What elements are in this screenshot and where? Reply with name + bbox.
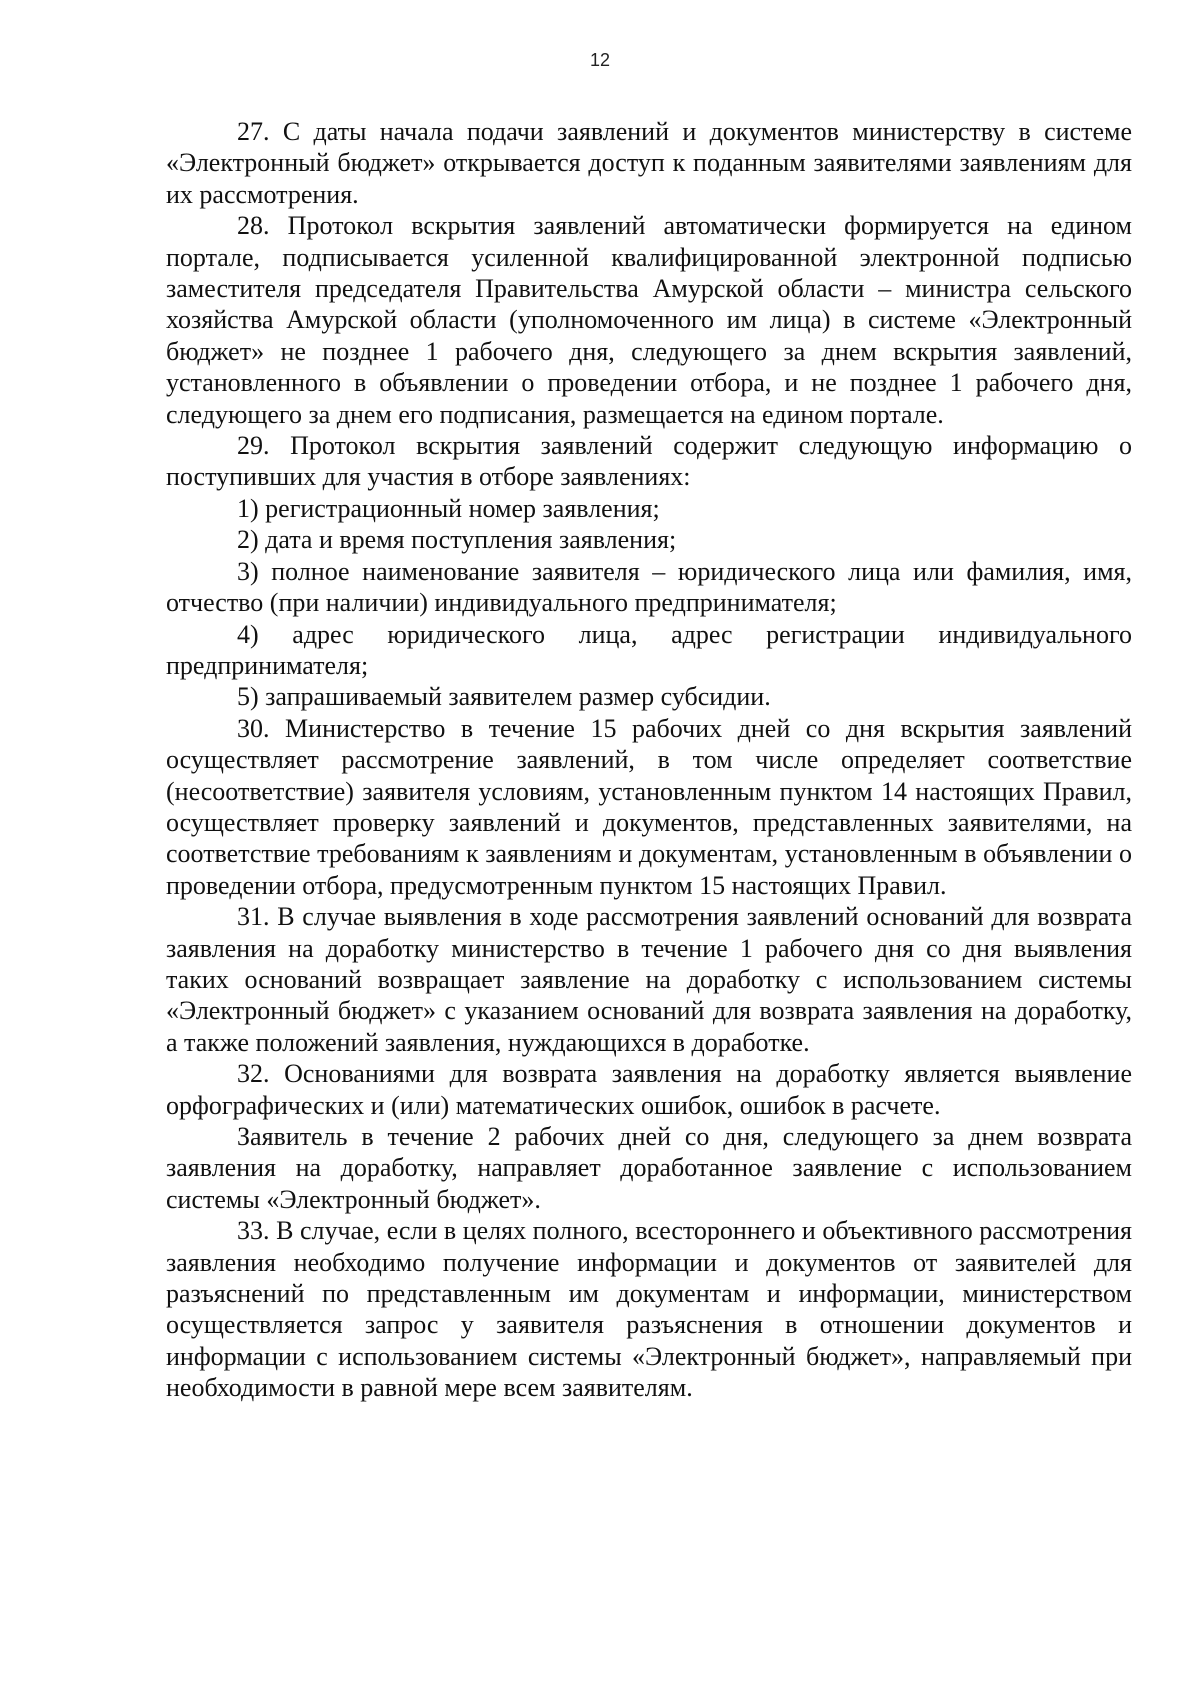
paragraph-31: 31. В случае выявления в ходе рассмотрения заявлений оснований для возврата заявления на доработку министерство в течение 1 рабочего дня со дня выявления таких оснований возвращает заявление на доработку с использованием системы «Электронный бюджет» с указанием оснований для возврата заявления на доработку, а также положений заявления, нуждающихся в доработке.	[166, 902, 1132, 1057]
document-body	[166, 116, 1132, 1404]
paragraph-32: 32. Основаниями для возврата заявления на доработку является выявление орфографических и (или) математических ошибок, ошибок в расчете.	[166, 1059, 1132, 1120]
list-item-4: 4) адрес юридического лица, адрес регистрации индивидуального предпринимателя;	[166, 619, 1132, 680]
paragraph-27: 27. С даты начала подачи заявлений и документов министерству в системе «Электронный бюджет» открывается доступ к поданным заявителями заявлениям для их рассмотрения.	[166, 117, 1132, 209]
list-item-1: 1) регистрационный номер заявления;	[237, 493, 660, 523]
paragraph-30: 30. Министерство в течение 15 рабочих дней со дня вскрытия заявлений осуществляет рассмотрение заявлений, в том числе определяет соответствие (несоответствие) заявителя условиям, установленным пунктом 14 настоящих Правил, осуществляет проверку заявлений и документов, представленных заявителями, на соответствие требованиям к заявлениям и документам, установленным в объявлении о проведении отбора, предусмотренным пунктом 15 настоящих Правил.	[166, 713, 1132, 900]
paragraph-29: 29. Протокол вскрытия заявлений содержит следующую информацию о поступивших для участия в отборе заявлениях:	[166, 431, 1132, 492]
paragraph-28: 28. Протокол вскрытия заявлений автоматически формируется на едином портале, подписывается усиленной квалифицированной электронной подписью заместителя председателя Правительства Амурской области – министра сельского хозяйства Амурской области (уполномоченного им лица) в системе «Электронный бюджет» не позднее 1 рабочего дня, следующего за днем вскрытия заявлений, установленного в объявлении о проведении отбора, и не позднее 1 рабочего дня, следующего за днем его подписания, размещается на едином портале.	[166, 211, 1132, 429]
paragraph-32-continuation: Заявитель в течение 2 рабочих дней со дня, следующего за днем возврата заявления на доработку, направляет доработанное заявление с использованием системы «Электронный бюджет».	[166, 1122, 1132, 1214]
list-item-5: 5) запрашиваемый заявителем размер субсидии.	[237, 682, 771, 712]
list-item-2: 2) дата и время поступления заявления;	[237, 525, 677, 555]
page-number: 12	[589, 50, 611, 70]
list-item-3: 3) полное наименование заявителя – юридического лица или фамилия, имя, отчество (при наличии) индивидуального предпринимателя;	[166, 556, 1132, 618]
paragraph-33: 33. В случае, если в целях полного, всестороннего и объективного рассмотрения заявления необходимо получение информации и документов от заявителей для разъяснений по представленным им документам и информации, министерством осуществляется запрос у заявителя разъяснения в отношении документов и информации с использованием системы «Электронный бюджет», направляемый при необходимости в равной мере всем заявителям.	[166, 1216, 1132, 1403]
